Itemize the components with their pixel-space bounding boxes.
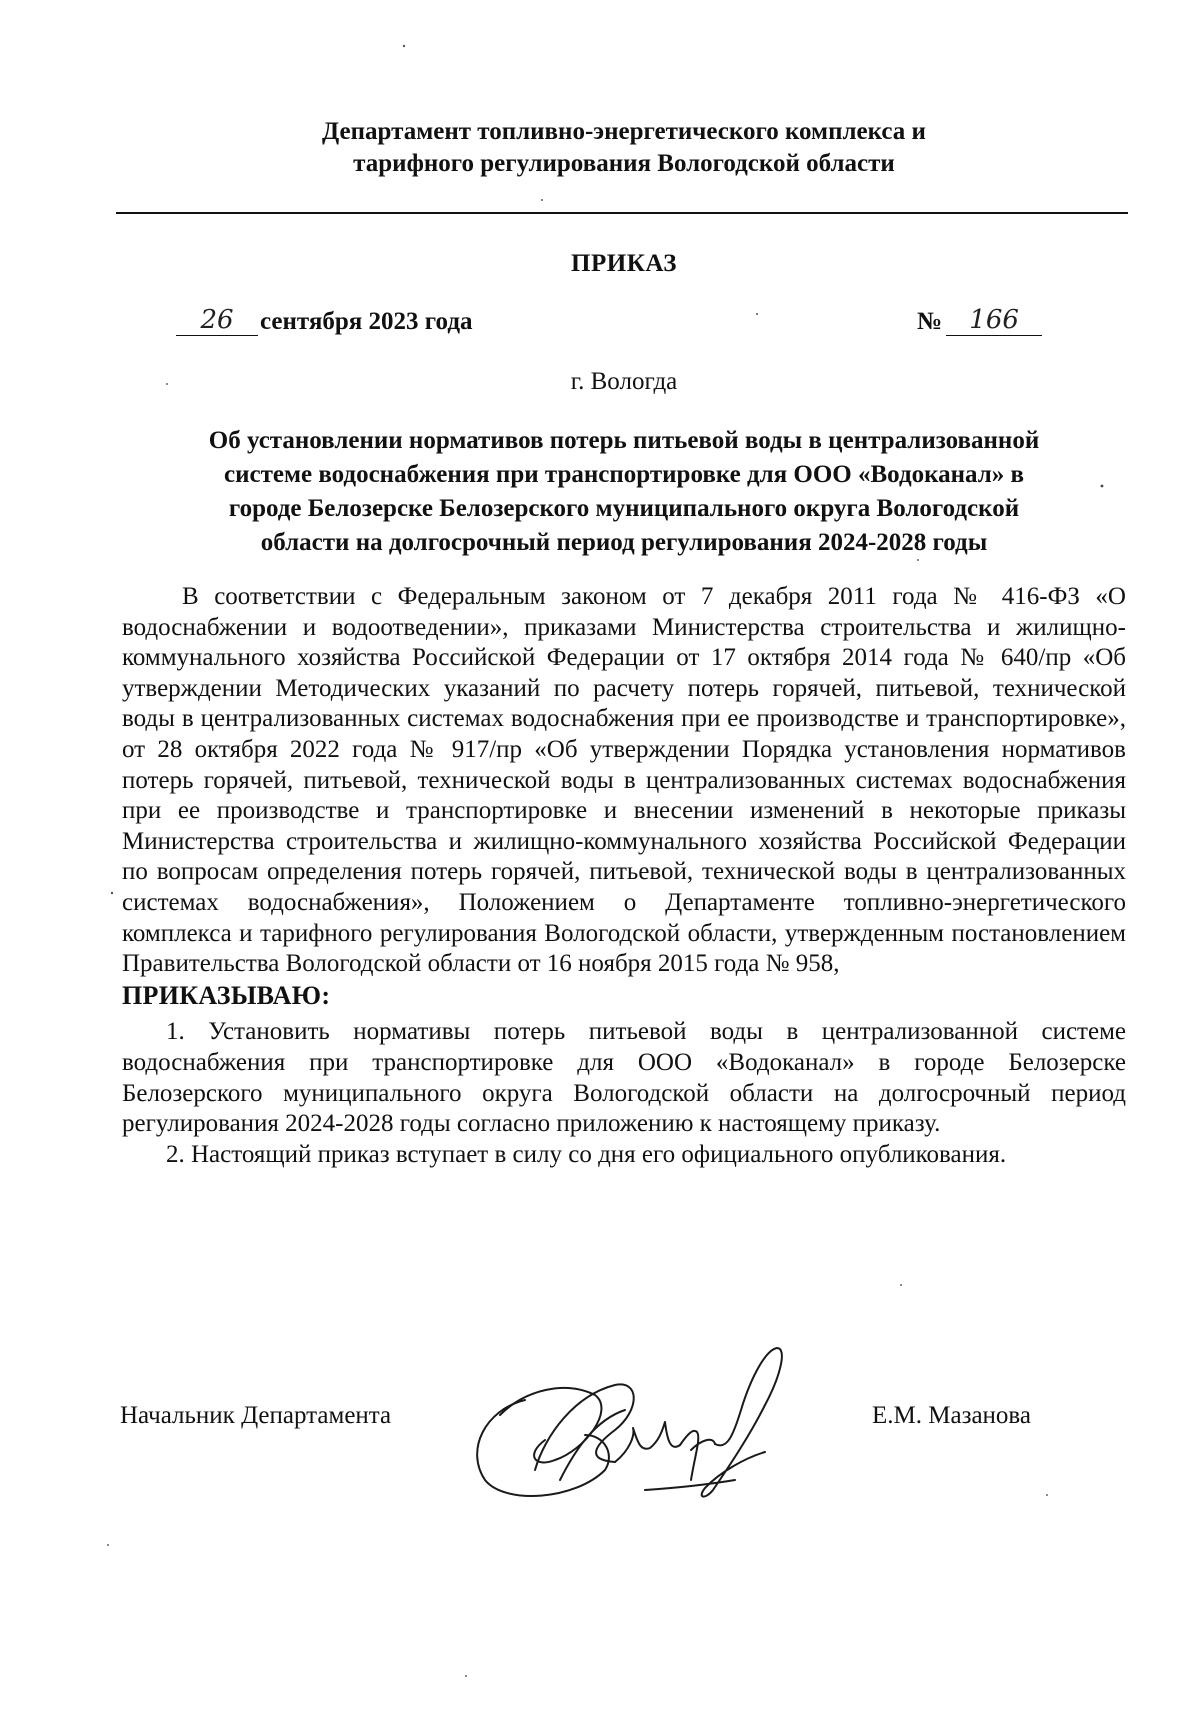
document-title: [120, 424, 1128, 560]
signatory-position: Начальник Департамента: [120, 1402, 392, 1429]
department-header-line-2: тарифного регулирования Вологодской области: [353, 150, 895, 177]
department-header: [120, 116, 1128, 180]
document-title-line-4: области на долгосрочный период регулирования 2024-2028 годы: [260, 529, 988, 556]
document-title-line-3: городе Белозерске Белозерского муниципального округа Вологодской: [228, 495, 1020, 522]
department-header-line-1: Департамент топливно-энергетического комплекса и: [322, 118, 926, 145]
preamble-paragraph: В соответствии с Федеральным законом от 7 декабря 2011 года № 416-ФЗ «О водоснабжении и водоотведении», приказами Министерства строительства и жилищно-коммунального хозяйства Российской Федерации от 17 октября 2014 года № 640/пр «Об утверждении Методических указаний по расчету потерь горячей, питьевой, технической воды в централизованных системах водоснабжения при ее производстве и транспортировке», от 28 октября 2022 года № 917/пр «Об утверждении Порядка установления нормативов потерь горячей, питьевой, технической воды в централизованных системах водоснабжения при ее производстве и транспортировке и внесении изменений в некоторые приказы Министерства строительства и жилищно-коммунального хозяйства Российской Федерации по вопросам определения потерь горячей, питьевой, технической воды в централизованных системах водоснабжения», Положением о Департаменте топливно-энергетического комплекса и тарифного регулирования Вологодской области, утвержденным постановлением Правительства Вологодской области от 16 ноября 2015 года № 958,: [122, 583, 1126, 978]
order-item-1: 1. Установить нормативы потерь питьевой воды в централизованной системе водоснабжения при транспортировке для ООО «Водоканал» в городе Белозерске Белозерского муниципального округа Вологодской области на долгосрочный период регулирования 2024-2028 годы согласно приложению к настоящему приказу.: [122, 1018, 1126, 1138]
header-rule: [116, 212, 1128, 214]
order-number-handwritten: 166: [946, 305, 1042, 336]
document-body: [122, 582, 1126, 1170]
document-title-line-1: Об установлении нормативов потерь питьевой воды в централизованной: [208, 427, 1040, 454]
order-month-year: сентября 2023 года: [260, 308, 473, 335]
handwritten-signature: [465, 1340, 825, 1510]
order-item-2: 2. Настоящий приказ вступает в силу со дня его официального опубликования.: [166, 1140, 1007, 1168]
order-day-handwritten: 26: [176, 305, 258, 336]
signatory-name: Е.М. Мазанова: [872, 1402, 1031, 1429]
order-number: [917, 305, 1042, 336]
order-word: ПРИКАЗЫВАЮ:: [122, 980, 331, 1010]
order-date: [176, 305, 472, 336]
city-line: г. Вологда: [570, 368, 678, 395]
document-type: ПРИКАЗ: [571, 250, 677, 277]
document-title-line-2: системе водоснабжения при транспортировке для ООО «Водоканал» в: [223, 461, 1025, 488]
order-number-sign: №: [917, 308, 943, 335]
